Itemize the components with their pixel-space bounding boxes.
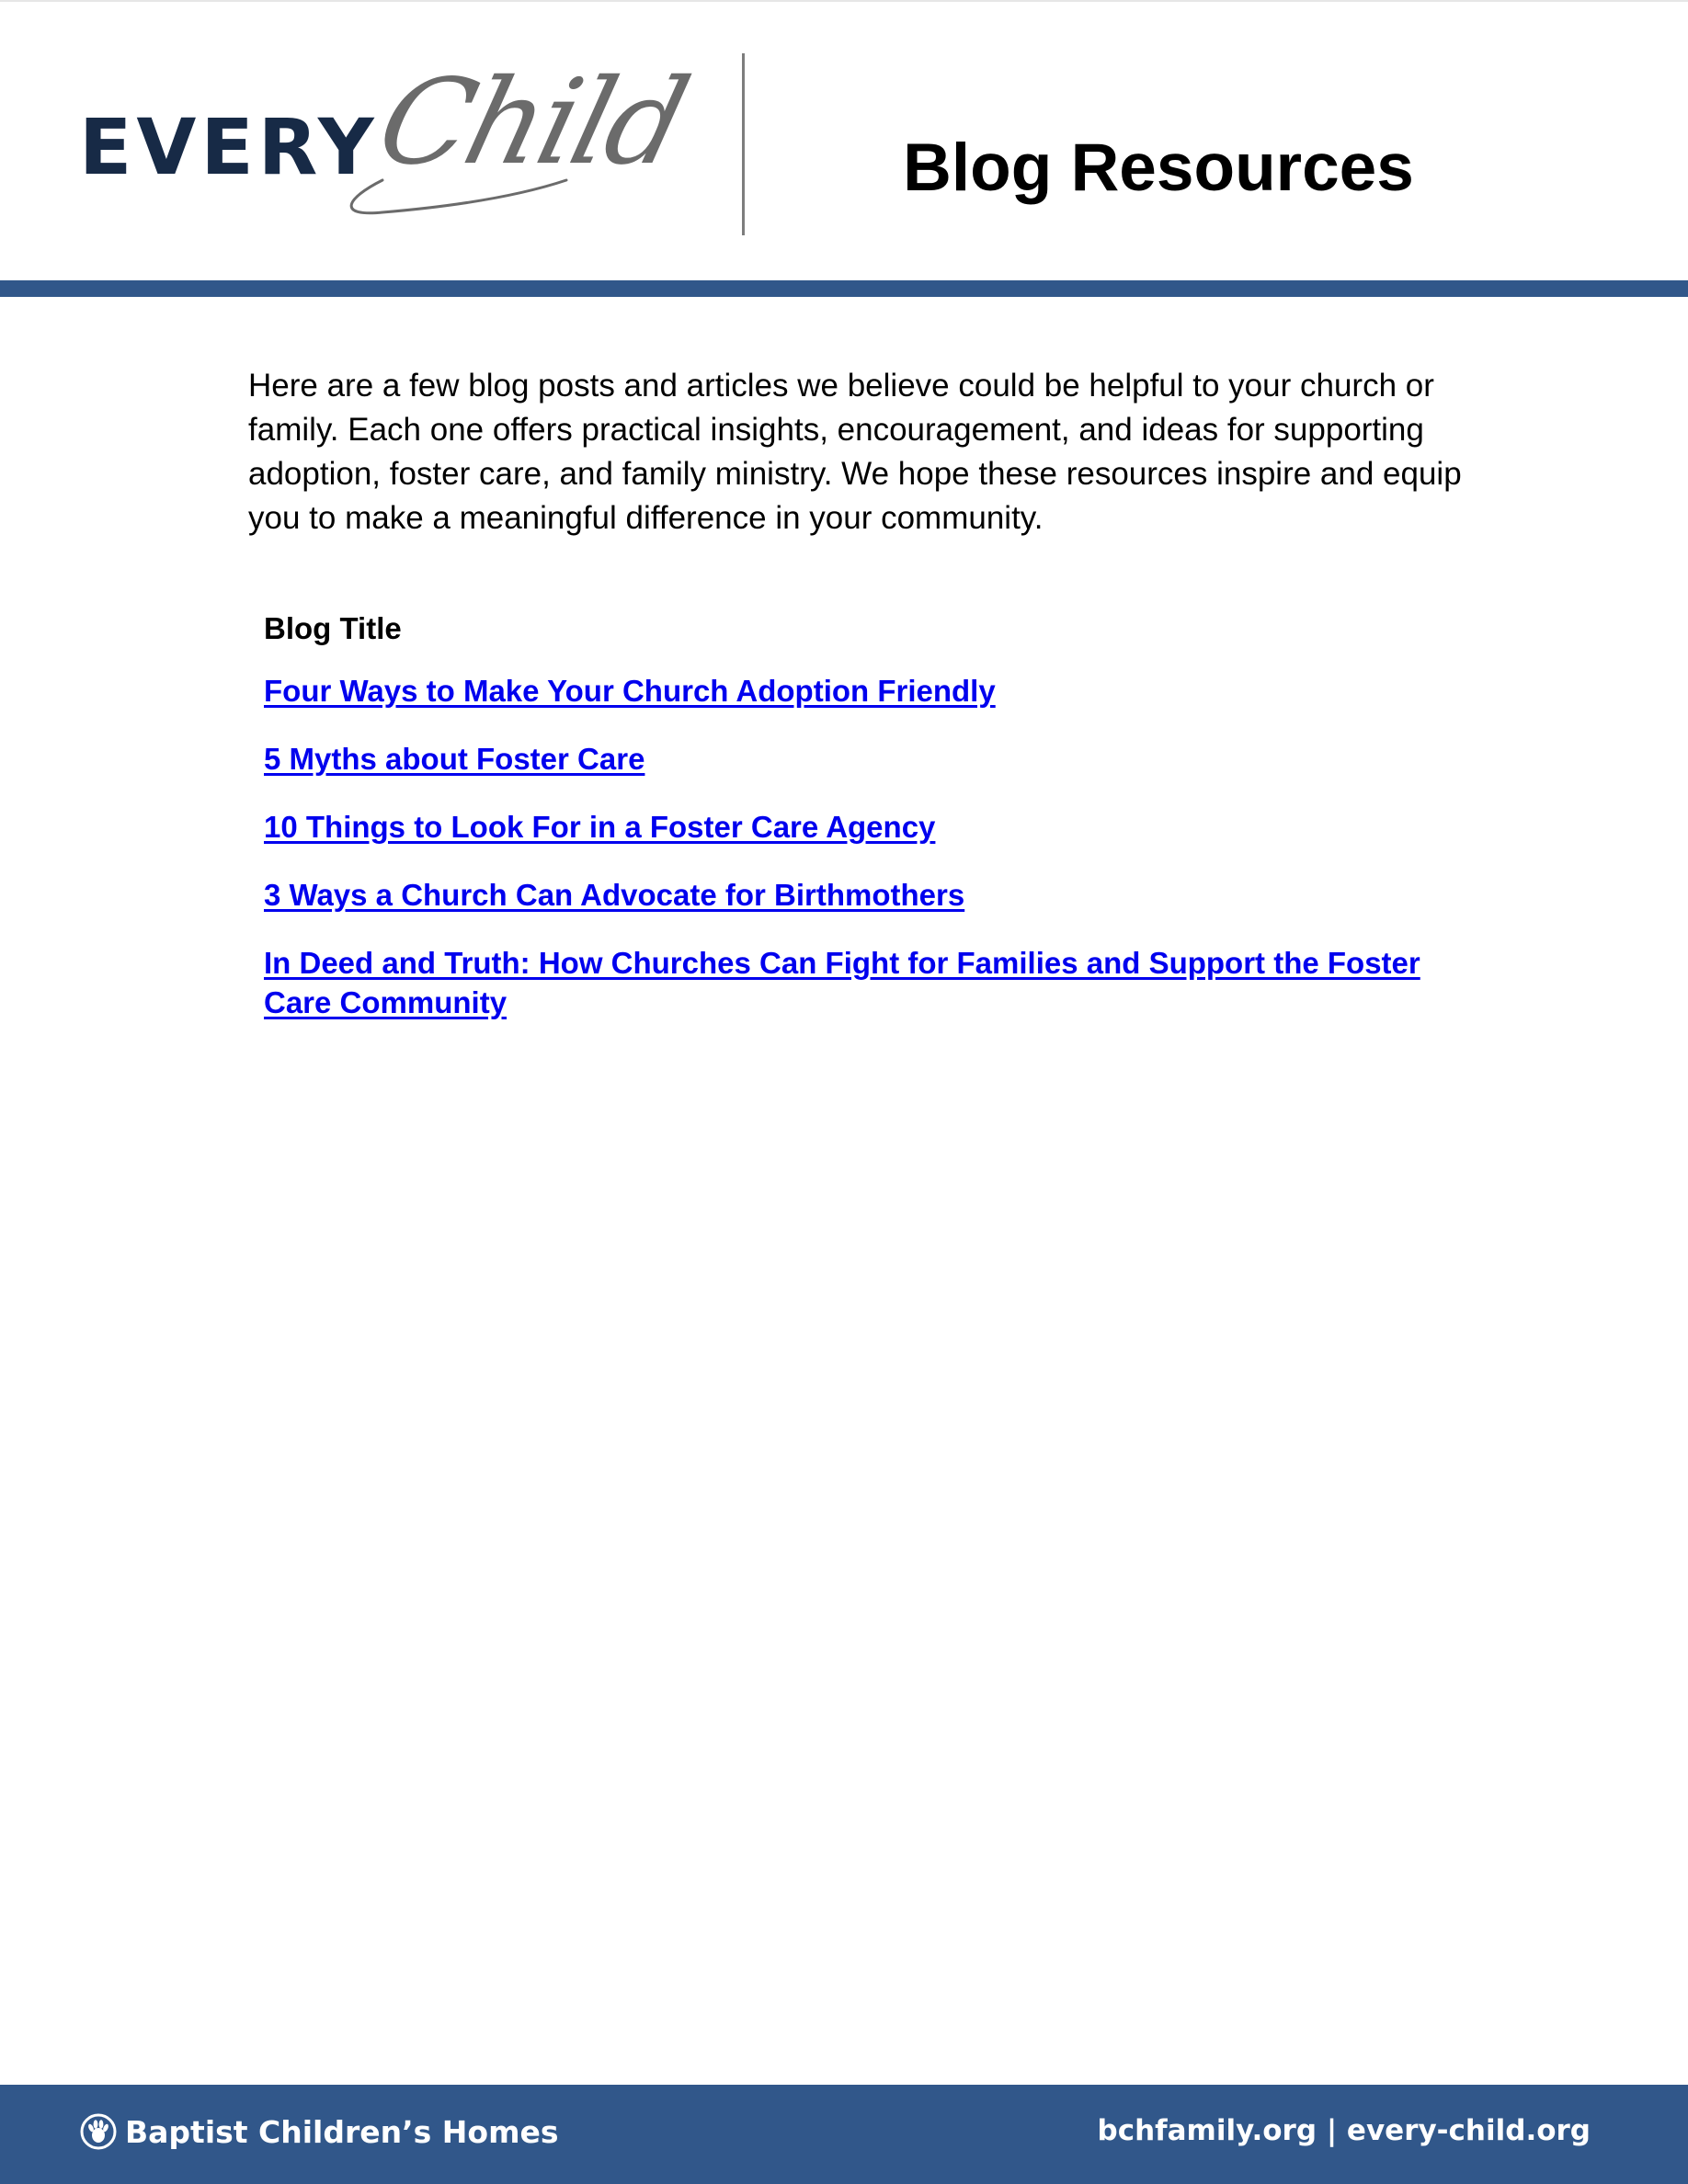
blog-link-foster-myths[interactable]: 5 Myths about Foster Care: [264, 742, 645, 776]
blog-link-adoption-friendly[interactable]: Four Ways to Make Your Church Adoption Friendly: [264, 674, 996, 708]
blog-link-in-deed-and-truth[interactable]: In Deed and Truth: How Churches Can Fight for Families and Support the Foster Care Community: [264, 946, 1420, 1019]
footer-websites: bchfamily.org | every-child.org: [1097, 2114, 1591, 2147]
header-accent-bar: [0, 280, 1688, 297]
page-title: Blog Resources: [903, 131, 1414, 205]
intro-paragraph: Here are a few blog posts and articles we believe could be helpful to your church or family. Each one offers practical insights, encouragement, and ideas for supporting adoption, foster care, and family ministry. We hope these resources inspire and equip you to make a meaningful difference in your community.: [248, 368, 1462, 536]
header-divider: [742, 53, 745, 235]
footer-brand: [79, 2112, 559, 2151]
top-hairline: [0, 0, 1688, 2]
logo-word-every: EVERY: [79, 102, 379, 192]
blog-link-agency-checklist[interactable]: 10 Things to Look For in a Foster Care Agency: [264, 810, 936, 844]
footer-bar: [0, 2085, 1688, 2184]
blog-list-header: Blog Title: [264, 611, 402, 645]
bch-handprint-icon: [79, 2112, 118, 2151]
blog-list: [264, 603, 1459, 1051]
logo-swoosh-icon: [327, 54, 704, 226]
blog-link-birthmothers[interactable]: 3 Ways a Church Can Advocate for Birthmothers: [264, 878, 965, 912]
every-child-logo: [79, 54, 698, 226]
footer-brand-name: Baptist Children’s Homes: [125, 2113, 559, 2150]
logo-word-child: Child: [365, 54, 698, 191]
